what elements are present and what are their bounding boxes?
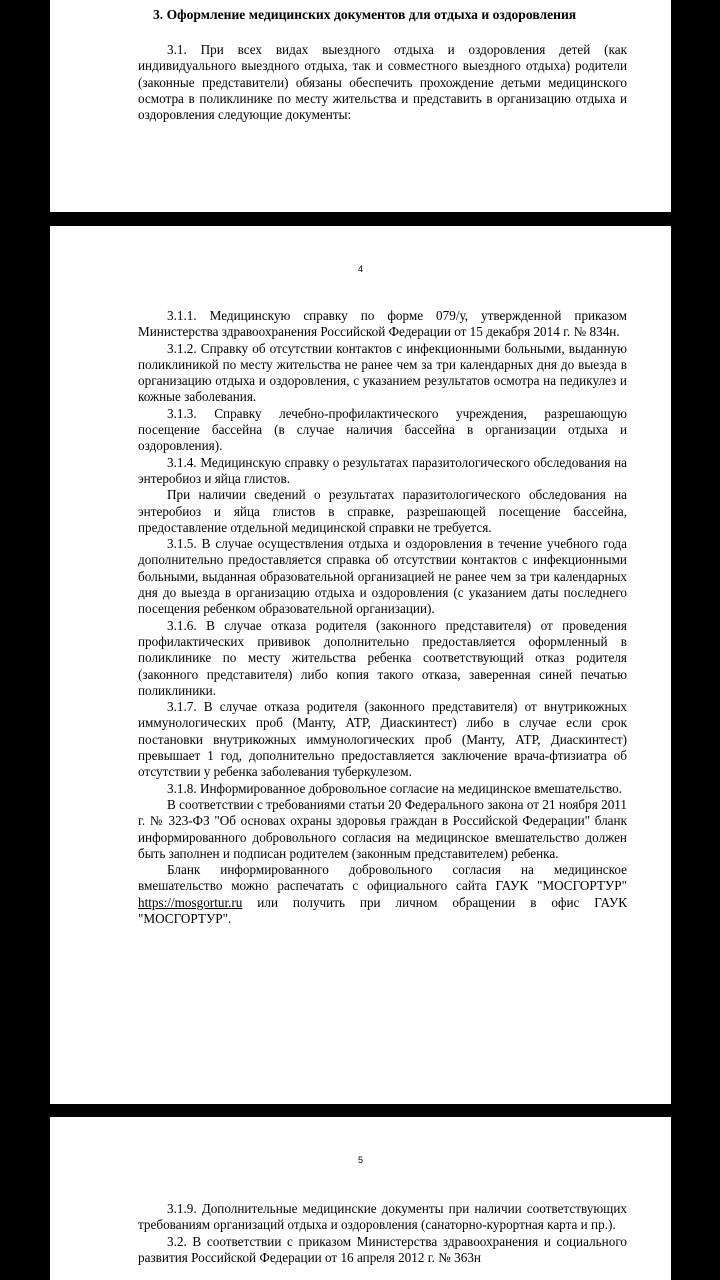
paragraph-3-1-8-law: В соответствии с требованиями статьи 20 Федерального закона от 21 ноября 2011 г. № 323-ФЗ "Об основах охраны здоровья граждан в Российской Федерации" бланк информированного добровольного согласия на медицинское вмешательство должен быть заполнен и подписан родителем (законным представителем) ребенка. [138,796,627,861]
paragraph-3-1-8-form [138,862,627,927]
paragraph-3-1-6: 3.1.6. В случае отказа родителя (законного представителя) от проведения профилактических прививок дополнительно предоставляется оформленный в поликлинике по месту жительства ребенка соответствующий отказ родителя (законного представителя) либо копия такого отказа, заверенная синей печатью поликлиники. [138,617,627,698]
paragraph-3-1-2: 3.1.2. Справку об отсутствии контактов с инфекционными больными, выданную поликлиникой по месту жительства не ранее чем за три календарных дня до выезда в организацию отдыха и оздоровления, с указанием результатов осмотра на педикулез и кожные заболевания. [138,340,627,405]
page-number: 4 [357,264,363,274]
page-5-text [138,1201,627,1266]
form-text-after-link: или получить при личном обращении в офис ГАУК "МОСГОРТУР". [138,894,627,926]
document-page-3 [50,0,671,212]
paragraph-3-1-1: 3.1.1. Медицинскую справку по форме 079/у, утвержденной приказом Министерства здравоохранения Российской Федерации от 15 декабря 2014 г. № 834н. [138,308,627,340]
section-heading: 3. Оформление медицинских документов для отдыха и оздоровления [153,7,577,22]
document-page-5 [50,1117,671,1280]
paragraph-3-1: 3.1. При всех видах выездного отдыха и оздоровления детей (как индивидуального выездного отдыха, так и совместного выездного отдыха) родители (законные представители) обязаны обеспечить прохождение детьми медицинского осмотра в поликлинике по месту жительства и представить в организацию отдыха и оздоровления следующие документы: [138,42,627,123]
paragraph-3-2: 3.2. В соответствии с приказом Министерства здравоохранения и социального развития Российской Федерации от 16 апреля 2012 г. № 363н [138,1233,627,1265]
paragraph-3-1-4: 3.1.4. Медицинскую справку о результатах паразитологического обследования на энтеробиоз и яйца глистов. [138,454,627,486]
paragraph-3-1-9: 3.1.9. Дополнительные медицинские документы при наличии соответствующих требованиям организаций отдыха и оздоровления (санаторно-курортная карта и пр.). [138,1201,627,1233]
page-4-text [138,308,627,927]
mosgortur-link[interactable]: https://mosgortur.ru [138,894,243,910]
paragraph-3-1-7: 3.1.7. В случае отказа родителя (законного представителя) от внутрикожных иммунологических проб (Манту, АТР, Диаскинтест) либо в случае если срок постановки внутрикожных иммунологических проб (Манту, АТР, Диаскинтест) превышает 1 год, дополнительно предоставляется заключение врача-фтизиатра об отсутствии у ребенка заболевания туберкулезом. [138,699,627,780]
paragraph-3-1-8: 3.1.8. Информированное добровольное согласие на медицинское вмешательство. [167,780,622,796]
form-text-before-link: Бланк информированного добровольного согласия на медицинское вмешательство можно распечатать с официального сайта ГАУК "МОСГОРТУР" [138,862,627,894]
page-number: 5 [357,1155,363,1165]
paragraph-3-1-5: 3.1.5. В случае осуществления отдыха и оздоровления в течение учебного года дополнительно предоставляется справка об отсутствии контактов с инфекционными больными, выданная образовательной организацией не ранее чем за три календарных дня до выезда в организацию отдыха и оздоровления (с указанием даты последнего посещения ребенком образовательной организации). [138,536,627,617]
paragraph-3-1-3: 3.1.3. Справку лечебно-профилактического учреждения, разрешающую посещение бассейна (в случае наличия бассейна в организации отдыха и оздоровления). [138,405,627,454]
document-page-4 [50,226,671,1104]
paragraph-3-1-4-note: При наличии сведений о результатах паразитологического обследования на энтеробиоз и яйца глистов в справке, разрешающей посещение бассейна, предоставление отдельной медицинской справки не требуется. [138,487,627,535]
page-3-text [138,42,627,123]
